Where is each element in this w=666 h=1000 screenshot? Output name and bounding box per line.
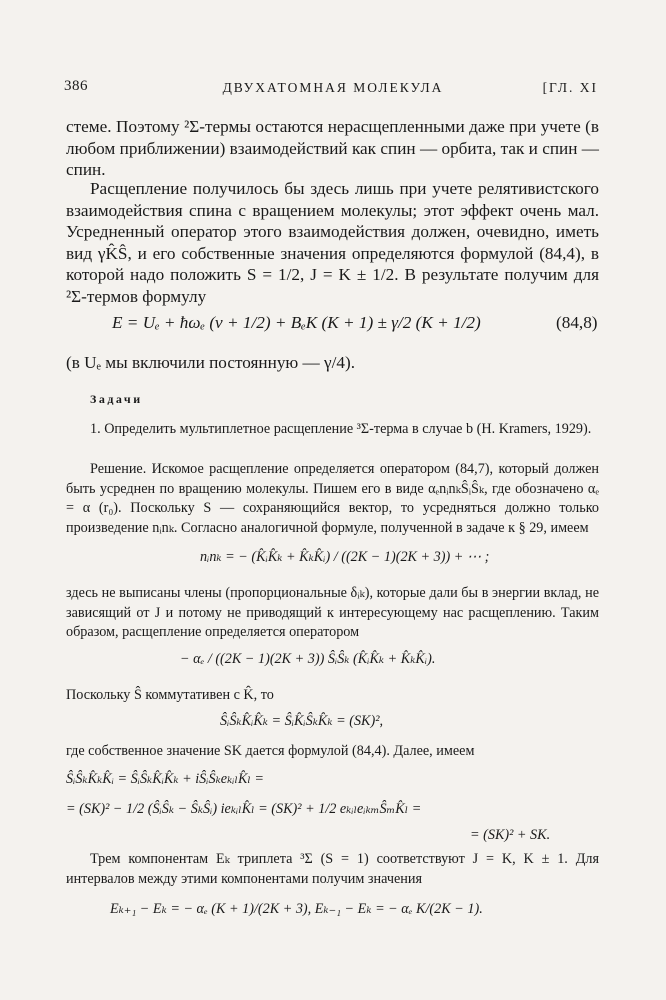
equation-84-8: E = Uₑ + ħωₑ (v + 1/2) + BₑK (K + 1) ± γ/2 (K + 1/2) xyxy=(112,313,481,332)
task-1: 1. Определить мультиплетное расщепление ³Σ-терма в случае b (H. Kramers, 1929). xyxy=(90,421,592,437)
paragraph-2: Расщепление получилось бы здесь лишь при учете релятивистского взаимодействия спина с вращением молекулы; этот эффект очень мал. Усредненный оператор этого взаимодействия должен, очевидно, иметь вид γK̂Ŝ, и его собственные значения определяются формулой (84,4), в которой надо положить S = 1/2, J = K ± 1/2. В результате получим для ²Σ-термов формулу xyxy=(66,179,599,306)
tasks-heading: Задачи xyxy=(90,392,143,406)
paragraph-1: стеме. Поэтому ²Σ-термы остаются нерасщепленными даже при учете (в любом приближении) взаимодействий как спин — орбита, так и спин — спин. xyxy=(66,117,599,179)
paragraph-3: (в Uₑ мы включили постоянную — γ/4). xyxy=(66,353,356,372)
paragraph-7: Трем компонентам Eₖ триплета ³Σ (S = 1) соответствуют J = K, K ± 1. Для интервалов между этими компонентами получим значения xyxy=(66,851,599,887)
chapter-label: [ГЛ. XI xyxy=(542,80,598,95)
equation-nn-average: nᵢnₖ = − (K̂ᵢK̂ₖ + K̂ₖK̂ᵢ) / ((2K − 1)(2K + 3)) + ⋯ ; xyxy=(200,549,490,565)
equation-derivation-line-2: = (SK)² − 1/2 (ŜᵢŜₖ − ŜₖŜᵢ) ieₖᵢₗK̂ₗ = (SK)² + 1/2 eₖᵢₗeᵢₖₘŜₘK̂ₗ = xyxy=(66,801,422,817)
equation-commutation: ŜᵢŜₖK̂ᵢK̂ₖ = ŜᵢK̂ᵢŜₖK̂ₖ = (SK)², xyxy=(220,713,384,729)
running-title: ДВУХАТОМНАЯ МОЛЕКУЛА xyxy=(222,80,444,95)
solution-text: Решение. Искомое расщепление определяется оператором (84,7), который должен быть усреднен по вращению молекулы. Пишем его в виде αₑnᵢnₖŜᵢŜₖ, где обозначено αₑ = α (r₀). Поскольку S — сохраняющийся вектор, то усредняться должно только произведение nᵢnₖ. Согласно аналогичной формуле, полученной в задаче к § 29, имеем xyxy=(66,461,599,536)
equation-operator: − αₑ / ((2K − 1)(2K + 3)) ŜᵢŜₖ (K̂ᵢK̂ₖ + K̂ₖK̂ᵢ). xyxy=(180,651,436,667)
paragraph-4: здесь не выписаны члены (пропорциональные δᵢₖ), которые дали бы в энергии вклад, не зависящий от J и потому не приводящий к интересующему нас расщеплению. Таким образом, расщепление определяется оператором xyxy=(66,585,599,640)
equation-intervals: Eₖ₊₁ − Eₖ = − αₑ (K + 1)/(2K + 3), Eₖ₋₁ − Eₖ = − αₑ K/(2K − 1). xyxy=(110,901,483,917)
paragraph-5: Поскольку Ŝ коммутативен с K̂, то xyxy=(66,687,274,703)
paragraph-6: где собственное значение SK дается формулой (84,4). Далее, имеем xyxy=(66,743,475,759)
equation-number: (84,8) xyxy=(556,313,598,332)
equation-derivation-line-1: ŜᵢŜₖK̂ₖK̂ᵢ = ŜᵢŜₖK̂ᵢK̂ₖ + iŜᵢŜₖeₖᵢₗK̂ₗ = xyxy=(66,771,264,787)
equation-derivation-line-3: = (SK)² + SK. xyxy=(470,827,551,843)
page-number: 386 xyxy=(64,78,88,94)
